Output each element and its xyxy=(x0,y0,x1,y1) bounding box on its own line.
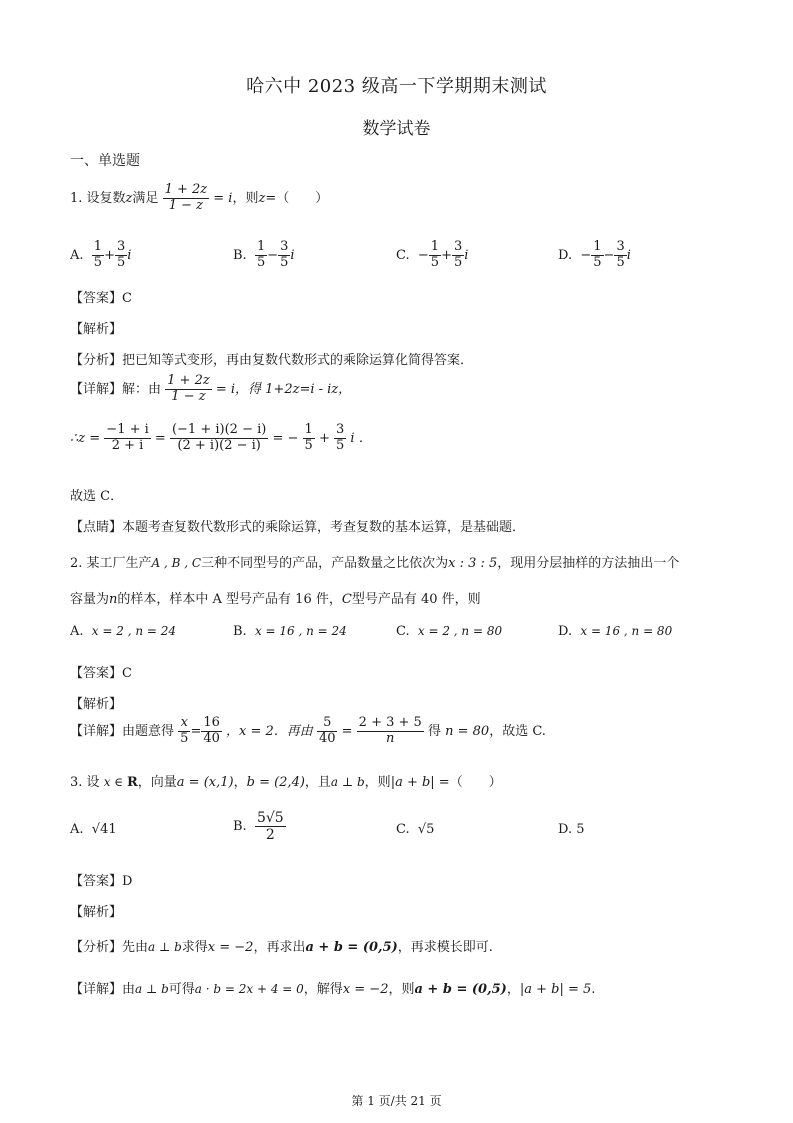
q1-option-b[interactable]: B. $\frac{1}{5}$ − $\frac{3}{5}$ i xyxy=(233,239,295,270)
q1-comment: 【点睛】本题考查复数代数形式的乘除运算，考查复数的基本运算，是基础题． xyxy=(70,520,526,535)
q3-option-b[interactable]: B. $\frac{5√5}{2}$ xyxy=(233,810,284,844)
q1-detail-line1: 【详解】解：由 $\frac{1 + 2z}{1 - z}$ = i，得 1+2z=i - iz， xyxy=(70,373,352,404)
q3-analysis: 【分析】先由a ⊥ b求得x = −2，再求出a + b = (0,5)，再求模长即可. xyxy=(70,940,493,955)
q3-option-c[interactable]: C. √5 xyxy=(396,822,435,837)
question-2-line2: 容量为n的样本，样本中 A 型号产品有 16 件，C型号产品有 40 件，则 xyxy=(70,592,481,607)
q2-option-a[interactable]: A. x = 2 , n = 24 xyxy=(70,624,177,639)
q1-option-c[interactable]: C. − $\frac{1}{5}$ + $\frac{3}{5}$ i xyxy=(396,239,469,270)
page-title: 哈六中 2023 级高一下学期期末测试 xyxy=(246,76,547,97)
page-footer: 第 1 页/共 21 页 xyxy=(351,1094,442,1108)
q1-choice: 故选 C． xyxy=(70,489,124,504)
q1-answer: 【答案】C xyxy=(70,291,132,306)
q1-condition-fraction: $\frac{1 + 2z}{1 - z}$ xyxy=(164,182,208,213)
q3-option-d[interactable]: D. 5 xyxy=(558,822,585,837)
q3-answer: 【答案】D xyxy=(70,874,133,889)
q1-analysis-heading: 【解析】 xyxy=(70,322,123,337)
question-2-line1: 2. 某工厂生产A , B , C三种不同型号的产品，产品数量之比依次为x : 3 : 5，现用分层抽样的方法抽出一个 xyxy=(70,556,680,571)
q1-derivation: ∴z = $\frac{-1 + i}{2 + i}$ = $\frac{(-1 + i)(2 - i)}{(2 + i)(2 - i)}$ = − $\frac{1}{5}$ + $\frac{3}{5}$ i ． xyxy=(70,422,372,453)
q2-option-c[interactable]: C. x = 2 , n = 80 xyxy=(396,624,503,639)
q3-option-a[interactable]: A. √41 xyxy=(70,822,117,837)
question-3-stem: 3. 设 x ∈ R，向量a = (x,1)，b = (2,4)，且a ⊥ b，则|a + b| =（ ） xyxy=(70,775,502,790)
q3-analysis-heading: 【解析】 xyxy=(70,905,123,920)
q1-analysis: 【分析】把已知等式变形，再由复数代数形式的乘除运算化简得答案． xyxy=(70,353,474,368)
q2-detail: 【详解】由题意得 $\frac{x}{5}$ = $\frac{16}{40}$ ，x = 2．再由 $\frac{5}{40}$ = $\frac{2 + 3 + 5}{n}$ 得 n = 80，故选 C. xyxy=(70,715,546,746)
page-subtitle: 数学试卷 xyxy=(362,119,431,139)
q1-option-a[interactable]: A. $\frac{1}{5}$ + $\frac{3}{5}$ i xyxy=(70,239,132,270)
q2-option-d[interactable]: D. x = 16 , n = 80 xyxy=(558,624,673,639)
question-1-stem: 1. 设复数z满足 $\frac{1 + 2z}{1 - z}$ = i，则z=（ ） xyxy=(70,182,329,213)
section-heading: 一、单选题 xyxy=(70,153,140,169)
q2-answer: 【答案】C xyxy=(70,666,132,681)
q2-option-b[interactable]: B. x = 16 , n = 24 xyxy=(233,624,347,639)
q3-detail: 【详解】由a ⊥ b可得a · b = 2x + 4 = 0，解得x = −2，则a + b = (0,5)，|a + b| = 5. xyxy=(70,982,596,997)
q1-option-d[interactable]: D. − $\frac{1}{5}$ − $\frac{3}{5}$ i xyxy=(558,239,631,270)
q2-analysis-heading: 【解析】 xyxy=(70,697,123,712)
